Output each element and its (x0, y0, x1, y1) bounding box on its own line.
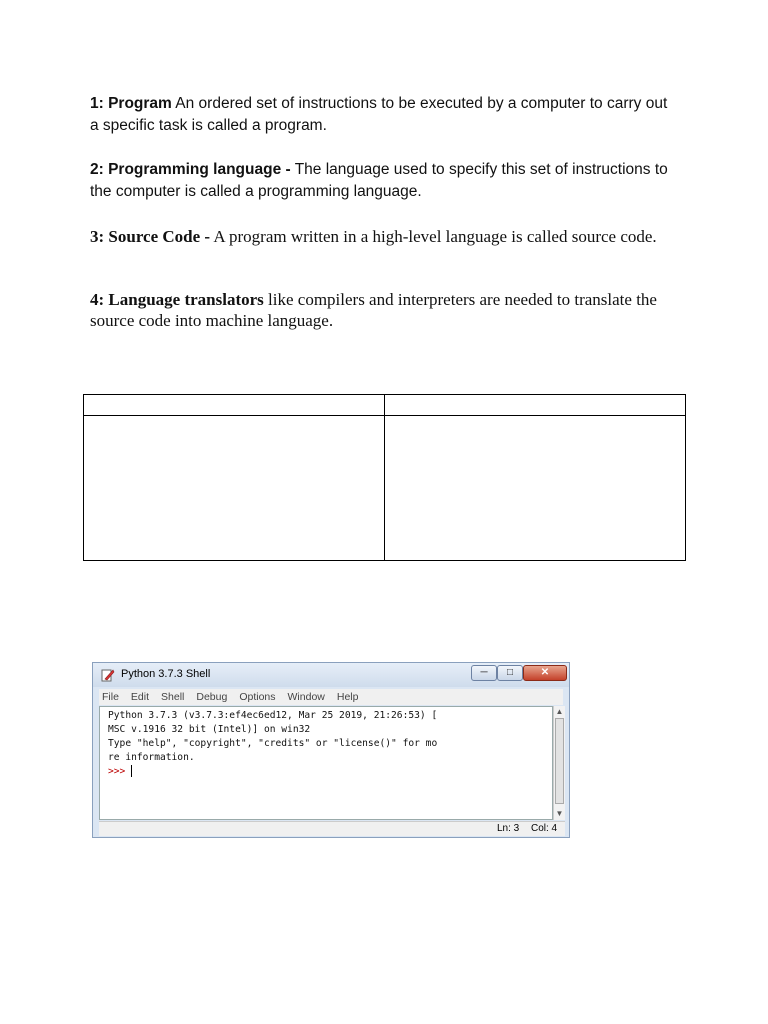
scroll-thumb[interactable] (555, 718, 564, 804)
definition-term: 3: Source Code - (90, 227, 211, 246)
definition-text: like compilers and interpreters are needed to translate the source code into machine language. (90, 290, 657, 330)
definition-programming-language (90, 159, 680, 203)
definition-program (90, 93, 680, 137)
line-indicator: Ln: 3 (497, 823, 520, 834)
definition-term: 4: Language translators (90, 290, 264, 309)
definition-term: 1: Program (90, 95, 172, 112)
menu-help[interactable]: Help (336, 691, 359, 703)
shell-prompt: >>> (108, 766, 132, 777)
menu-bar (99, 689, 563, 705)
column-indicator: Col: 4 (531, 823, 558, 834)
minimize-button[interactable]: ─ (471, 665, 497, 681)
definition-term: 2: Programming language - (90, 161, 291, 178)
menu-shell[interactable]: Shell (161, 691, 185, 703)
status-bar (99, 821, 565, 836)
window-title: Python 3.7.3 Shell (121, 668, 211, 680)
definition-text: The language used to specify this set of instructions to the computer is called a programming language. (90, 161, 668, 200)
output-line: Type "help", "copyright", "credits" or "license()" for mo (108, 738, 438, 749)
table-cell (385, 416, 686, 561)
definition-source-code (90, 226, 680, 247)
python-feather-icon (101, 668, 115, 682)
text-cursor (131, 765, 132, 777)
menu-options[interactable]: Options (239, 691, 276, 703)
definition-text: A program written in a high-level language is called source code. (213, 227, 657, 246)
definition-text: An ordered set of instructions to be executed by a computer to carry out a specific task is called a program. (90, 95, 668, 134)
output-line: Python 3.7.3 (v3.7.3:ef4ec6ed12, Mar 25 2019, 21:26:53) [ (108, 710, 438, 721)
vertical-scrollbar[interactable] (553, 706, 565, 820)
table-header-cell (385, 395, 686, 416)
python-shell-window (92, 662, 570, 838)
definition-language-translators (90, 289, 680, 331)
shell-text-area[interactable] (99, 706, 553, 820)
menu-window[interactable]: Window (287, 691, 325, 703)
empty-table (83, 394, 686, 561)
table-cell (84, 416, 385, 561)
menu-file[interactable]: File (102, 691, 119, 703)
output-line: MSC v.1916 32 bit (Intel)] on win32 (108, 724, 311, 735)
window-titlebar[interactable] (93, 663, 569, 687)
close-button[interactable]: ✕ (523, 665, 567, 681)
menu-debug[interactable]: Debug (196, 691, 228, 703)
table-header-cell (84, 395, 385, 416)
maximize-button[interactable]: □ (497, 665, 523, 681)
menu-edit[interactable]: Edit (130, 691, 150, 703)
scroll-up-arrow-icon[interactable]: ▲ (555, 707, 564, 716)
output-line: re information. (108, 752, 195, 763)
scroll-down-arrow-icon[interactable]: ▼ (555, 809, 564, 818)
